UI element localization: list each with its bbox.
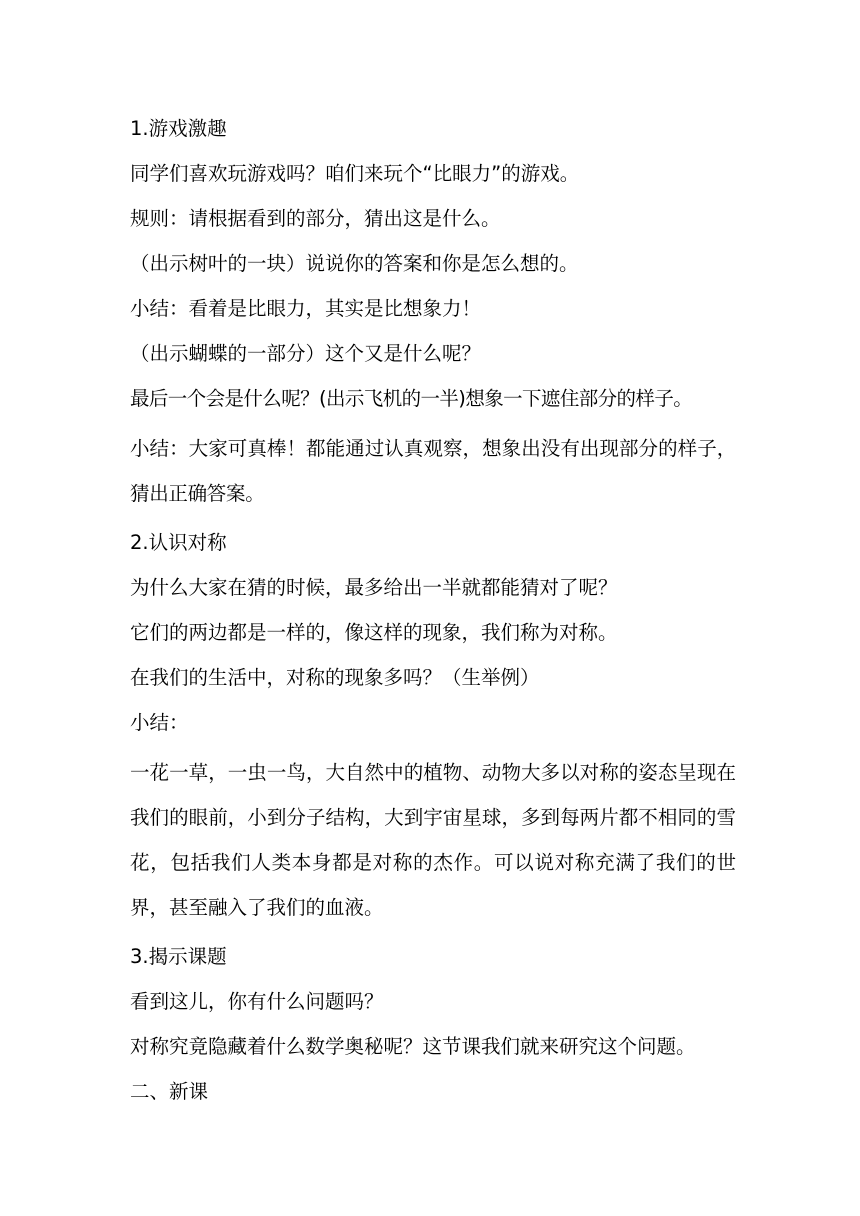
- paragraph: 小结：: [130, 711, 189, 734]
- paragraph: 在我们的生活中，对称的现象多吗？（生举例）: [130, 666, 540, 689]
- document-body: [130, 111, 736, 1119]
- paragraph: 最后一个会是什么呢？(出示飞机的一半)想象一下遮住部分的样子。: [130, 387, 693, 410]
- section-heading-game: 1.游戏激趣: [130, 117, 227, 140]
- section-heading-symmetry: 2.认识对称: [130, 531, 227, 554]
- paragraph: 对称究竟隐藏着什么数学奥秘呢？这节课我们就来研究这个问题。: [130, 1035, 696, 1058]
- paragraph: 一花一草，一虫一鸟，大自然中的植物、动物大多以对称的姿态呈现在我们的眼前，小到分子结构，大到宇宙星球，多到每两片都不相同的雪花，包括我们人类本身都是对称的杰作。可以说对称充满了我们的世界，甚至融入了我们的血液。: [130, 761, 736, 919]
- paragraph: 它们的两边都是一样的，像这样的现象，我们称为对称。: [130, 621, 618, 644]
- paragraph: 为什么大家在猜的时候，最多给出一半就都能猜对了呢？: [130, 576, 618, 599]
- paragraph: 小结：看着是比眼力，其实是比想象力！: [130, 297, 482, 320]
- section-heading-new-lesson: 二、新课: [130, 1080, 209, 1103]
- paragraph: 小结：大家可真棒！都能通过认真观察，想象出没有出现部分的样子，猜出正确答案。: [130, 437, 736, 505]
- paragraph: 看到这儿，你有什么问题吗？: [130, 990, 384, 1013]
- paragraph: 规则：请根据看到的部分，猜出这是什么。: [130, 207, 501, 230]
- paragraph: 同学们喜欢玩游戏吗？咱们来玩个“比眼力”的游戏。: [130, 162, 580, 185]
- section-heading-topic: 3.揭示课题: [130, 945, 227, 968]
- paragraph: （出示蝴蝶的一部分）这个又是什么呢？: [130, 342, 482, 365]
- paragraph: （出示树叶的一块）说说你的答案和你是怎么想的。: [130, 252, 579, 275]
